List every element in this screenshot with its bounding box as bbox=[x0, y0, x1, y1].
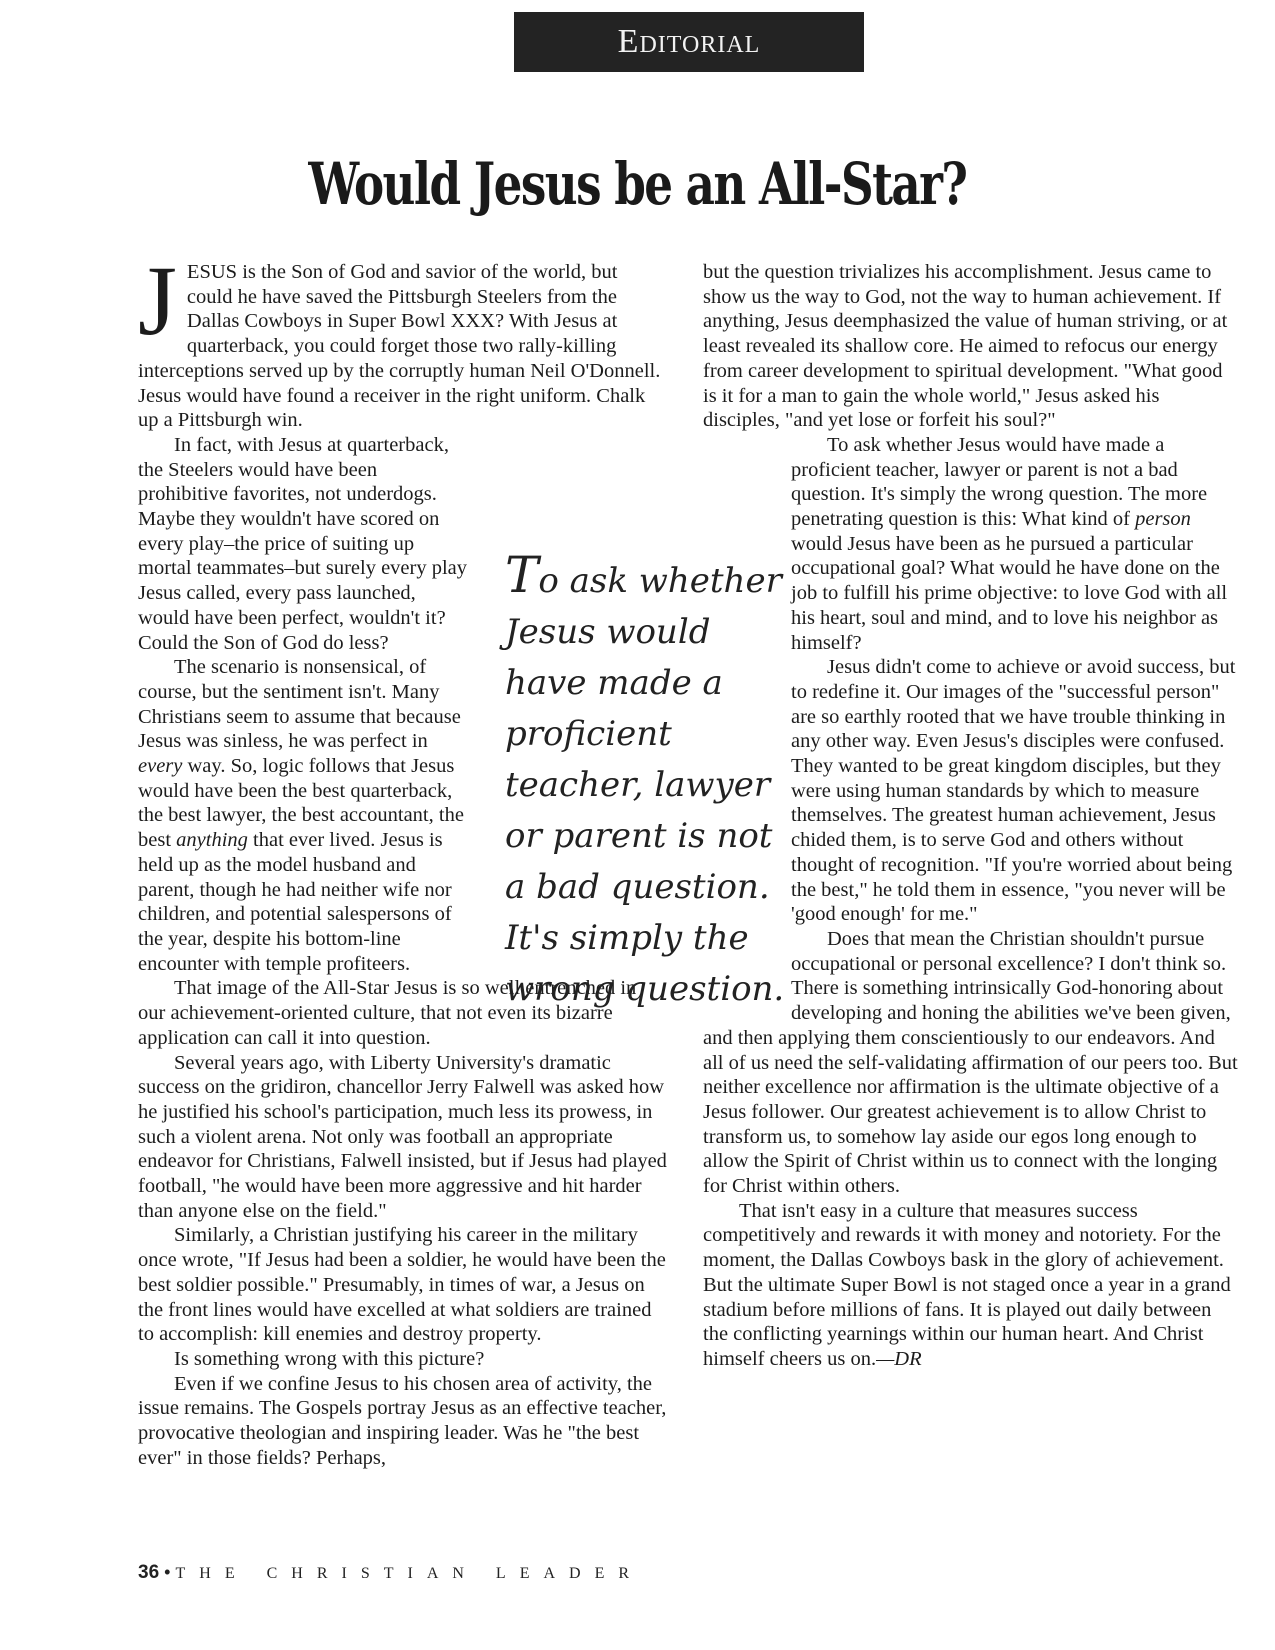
drop-cap: J bbox=[138, 245, 177, 356]
pull-quote-initial: T bbox=[505, 546, 539, 604]
paragraph bbox=[138, 245, 668, 433]
paragraph bbox=[138, 1051, 668, 1224]
paragraph-text: Jesus didn't come to achieve or avoid success, but to redefine it. Our images of the "successful person" are so earthly rooted that we have trouble thinking in any other way. Even Jesus's disciples were confused. They wanted to be great kingdom disciples, but they were using human standards by which to measure themselves. The greatest human achievement, Jesus chided them, is to serve God and others without thought of recognition. "If you're worried about being the best," he told them in essence, "you never will be 'good enough' for me." bbox=[791, 656, 1236, 926]
pull-quote-text: o ask whether Jesus would have made a proficient teacher, lawyer or parent is not a bad question. It's simply the wrong question. bbox=[505, 561, 785, 1009]
magazine-name: THE CHRISTIAN LEADER bbox=[175, 1565, 644, 1582]
emphasis: person bbox=[1135, 508, 1191, 531]
lead-in: ESUS bbox=[186, 261, 238, 283]
page-number: 36 bbox=[138, 1562, 160, 1583]
paragraph-text: Is something wrong with this picture? bbox=[174, 1347, 485, 1370]
paragraph-text: That isn't easy in a culture that measures success competitively and rewards it with money and notoriety. For the moment, the Dallas Cowboys bask in the glory of achievement. But the ultimate Super Bowl is not staged once a year in a grand stadium before millions of fans. It is played out daily between the conflicting yearnings within our human heart. And Christ himself cheers us on. bbox=[703, 1199, 1231, 1370]
paragraph-text: The scenario is nonsensical, of course, but the sentiment isn't. Many Christians seem to assume that because Jesus was sinless, he was perfect in bbox=[138, 656, 461, 753]
pull-quote bbox=[505, 546, 795, 1015]
paragraph-text: but the question trivializes his accomplishment. Jesus came to show us the way to God, not the way to human achievement. If anything, Jesus deemphasized the value of human striving, or at least revealed its shallow core. He aimed to refocus our energy from career development to spiritual development. "What good is it for a man to gain the whole world," Jesus asked his disciples, "and yet lose or forfeit his soul?" bbox=[703, 261, 1228, 432]
author-signature: —DR bbox=[876, 1347, 922, 1370]
section-label: Editorial bbox=[617, 23, 761, 60]
paragraph-text: Similarly, a Christian justifying his career in the military once wrote, "If Jesus had been a soldier, he would have been the best soldier possible." Presumably, in times of war, a Jesus on the front lines would have excelled at what soldiers are trained to accomplish: kill enemies and destroy property. bbox=[138, 1224, 666, 1346]
paragraph bbox=[138, 1372, 668, 1471]
section-banner bbox=[514, 12, 864, 72]
article-title: Would Jesus be an All-Star? bbox=[308, 150, 967, 218]
paragraph bbox=[138, 1223, 668, 1347]
paragraph bbox=[703, 1199, 1238, 1372]
paragraph-text: To ask whether Jesus would have made a proficient teacher, lawyer or parent is not a bad question. It's simply the wrong question. The more penetrating question is this: What kind of bbox=[791, 433, 1208, 531]
paragraph bbox=[138, 1347, 668, 1372]
paragraph-text: In fact, with Jesus at quarterback, the Steelers would have been prohibitive favorites, not underdogs. Maybe they wouldn't have scored on every play–the price of suiting up mortal teammates–but surely every play Jesus called, every pass launched, would have been perfect, wouldn't it? Could the Son of God do less? bbox=[138, 433, 468, 654]
footer-bullet: • bbox=[164, 1562, 171, 1582]
paragraph-text: would Jesus have been as he pursued a particular occupational goal? What would he have done on the job to fulfill his prime objective: to love God with all his heart, soul and mind, and to love his neighbor as himself? bbox=[791, 532, 1228, 654]
paragraph-text: way. So, logic follows that Jesus would have been the best quarterback, the best lawyer, the best accountant, the best bbox=[138, 755, 464, 852]
page-footer bbox=[138, 1562, 643, 1584]
paragraph-text: that ever lived. Jesus is held up as the model husband and parent, though he had neither wife nor children, and potential salespersons of the year, despite his bottom-line encounter with temple profiteers. bbox=[138, 829, 452, 975]
emphasis: every bbox=[138, 755, 183, 778]
paragraph bbox=[703, 260, 1238, 433]
paragraph-text: That image of the All-Star Jesus is so well entrenched in our achievement-oriented culture, that not even its bizarre application can call it into question. bbox=[138, 977, 637, 1049]
emphasis: anything bbox=[176, 829, 248, 852]
paragraph-text: Does that mean the Christian shouldn't pursue occupational or personal excellence? I don't think so. There is something intrinsically God-honoring about developing and honing the abilities we've been given, and then applying them conscientiously to our endeavors. And all of us need the self-validating affirmation of our peers too. But neither excellence nor affirmation is the ultimate objective of a Jesus follower. Our greatest achievement is to allow Christ to transform us, to somehow lay aside our egos long enough to allow the Spirit of Christ within us to connect with the longing for Christ within others. bbox=[703, 927, 1238, 1198]
paragraph-text: Even if we confine Jesus to his chosen area of activity, the issue remains. The Gospels portray Jesus as an effective teacher, provocative theologian and inspiring leader. Was he "the best ever" in those fields? Perhaps, bbox=[138, 1372, 667, 1469]
paragraph-text: Several years ago, with Liberty University's dramatic success on the gridiron, chancellor Jerry Falwell was asked how he justified his school's participation, much less its prowess, in such a violent arena. Not only was football an appropriate endeavor for Christians, Falwell insisted, but if Jesus had played football, "he would have been more aggressive and hit harder than anyone else on the field." bbox=[138, 1051, 667, 1222]
paragraph-text: is the Son of God and savior of the world, but could he have saved the Pittsburgh Steelers from the Dallas Cowboys in Super Bowl XXX? With Jesus at quarterback, you could forget those two rally-killing interceptions served up by the corruptly human Neil O'Donnell. Jesus would have found a receiver in the right uniform. Chalk up a Pittsburgh win. bbox=[138, 261, 661, 432]
